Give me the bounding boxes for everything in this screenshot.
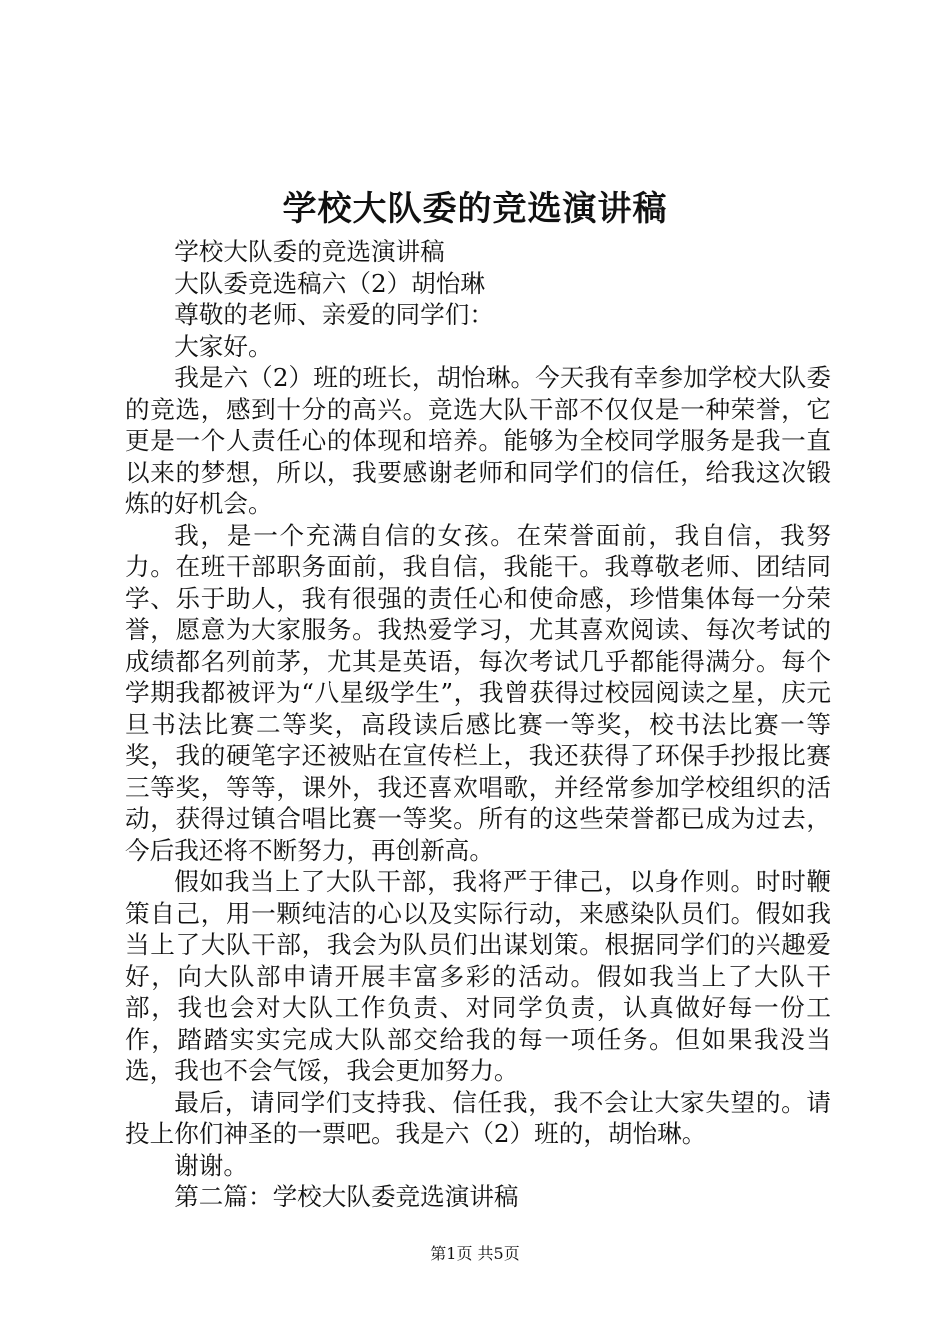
paragraph-closing: 最后，请同学们支持我、信任我，我不会让大家失望的。请投上你们神圣的一票吧。我是六（2）班的，胡怡琳。 bbox=[125, 1087, 831, 1148]
paragraph-next-section: 第二篇：学校大队委竞选演讲稿 bbox=[174, 1182, 519, 1211]
page-footer: 第1页 共5页 bbox=[430, 1244, 520, 1263]
paragraph-heading-repeat: 学校大队委的竞选演讲稿 bbox=[174, 237, 445, 266]
paragraph-promises: 假如我当上了大队干部，我将严于律己，以身作则。时时鞭策自己，用一颗纯洁的心以及实际行动，来感染队员们。假如我当上了大队干部，我会为队员们出谋划策。根据同学们的兴趣爱好，向大队部申请开展丰富多彩的活动。假如我当上了大队干部，我也会对大队工作负责、对同学负责，认真做好每一份工作，踏踏实实完成大队部交给我的每一项任务。但如果我没当选，我也不会气馁，我会更加努力。 bbox=[125, 867, 831, 1085]
paragraph-salutation: 尊敬的老师、亲爱的同学们： bbox=[174, 300, 494, 329]
paragraph-greeting: 大家好。 bbox=[174, 331, 273, 361]
document-body bbox=[125, 236, 831, 1213]
paragraph-thanks: 谢谢。 bbox=[174, 1150, 248, 1180]
paragraph-subtitle: 大队委竞选稿六（2）胡怡琳 bbox=[174, 268, 485, 298]
paragraph-self-description: 我，是一个充满自信的女孩。在荣誉面前，我自信，我努力。在班干部职务面前，我自信，我能干。我尊敬老师、团结同学、乐于助人，我有很强的责任心和使命感，珍惜集体每一分荣誉，愿意为大家服务。我热爱学习，尤其喜欢阅读、每次考试的成绩都名列前茅，尤其是英语，每次考试几乎都能得满分。每个学期我都被评为“八星级学生”，我曾获得过校园阅读之星，庆元旦书法比赛二等奖，高段读后感比赛一等奖，校书法比赛一等奖，我的硬笔字还被贴在宣传栏上，我还获得了环保手抄报比赛三等奖，等等，课外，我还喜欢唱歌，并经常参加学校组织的活动，获得过镇合唱比赛一等奖。所有的这些荣誉都已成为过去，今后我还将不断努力，再创新高。 bbox=[125, 520, 831, 865]
paragraph-introduction: 我是六（2）班的班长，胡怡琳。今天我有幸参加学校大队委的竞选，感到十分的高兴。竞选大队干部不仅仅是一种荣誉，它更是一个人责任心的体现和培养。能够为全校同学服务是我一直以来的梦想，所以，我要感谢老师和同学们的信任，给我这次锻炼的好机会。 bbox=[125, 363, 831, 518]
document-title: 学校大队委的竞选演讲稿 bbox=[282, 189, 668, 229]
